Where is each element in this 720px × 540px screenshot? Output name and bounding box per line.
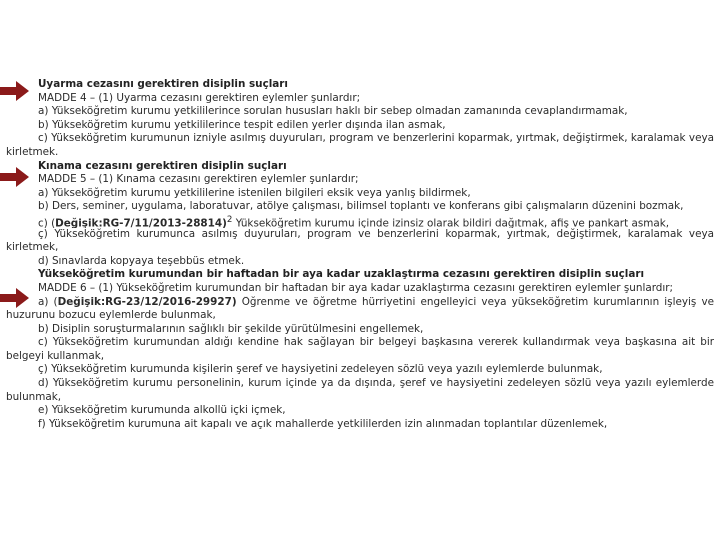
article-4-title: MADDE 4 – (1) Uyarma cezasını gerektiren eylemler şunlardır; <box>38 91 361 104</box>
section-heading-kinama: Kınama cezasını gerektiren disiplin suçları <box>38 159 287 172</box>
section-heading-uzaklastirma: Yükseköğretim kurumundan bir haftadan bir aya kadar uzaklaştırma cezasını gerektiren disiplin suçları <box>38 268 645 281</box>
article-4-item-a: a) Yükseköğretim kurumu yetkililerince sorulan hususları haklı bir sebep olmadan zamanında cevaplandırmamak, <box>38 105 628 118</box>
item-label: c) ( <box>38 217 56 228</box>
article-5-title: MADDE 5 – (1) Kınama cezasını gerektiren eylemler şunlardır; <box>38 173 359 186</box>
item-text: Yükseköğretim kurumu içinde izinsiz olarak bildiri dağıtmak, afiş ve pankart asmak, <box>232 217 670 228</box>
item-text: Öğrenme ve öğretme hürriyetini engelleyici veya yükseköğretim kurumlarının işleyiş ve <box>236 295 714 308</box>
article-6-item-cc: ç) Yükseköğretim kurumunda kişilerin şeref ve haysiyetini zedeleyen sözlü veya yazılı eylemlerde bulunmak, <box>38 363 603 376</box>
article-6-item-d: d) Yükseköğretim kurumu personelinin, kurum içinde ya da dışında, şeref ve haysiyetini zedeleyen sözlü veya yazılı eylemlerde <box>38 377 714 390</box>
item-label: a) ( <box>38 295 58 308</box>
regulation-text <box>6 78 714 431</box>
article-5-item-a: a) Yükseköğretim kurumu yetkililerine istenilen bilgileri eksik veya yanlış bildirmek, <box>38 186 471 199</box>
amendment-reference: Değişik:RG-7/11/2013-28814) <box>55 217 227 228</box>
bottom-fade <box>0 455 720 467</box>
amendment-reference: Değişik:RG-23/12/2016-29927) <box>57 295 237 308</box>
article-5-item-d: d) Sınavlarda kopyaya teşebbüs etmek. <box>38 254 245 267</box>
article-5-item-c <box>6 214 714 228</box>
article-6-item-e: e) Yükseköğretim kurumunda alkollü içki içmek, <box>38 404 286 417</box>
article-6-title: MADDE 6 – (1) Yükseköğretim kurumundan bir haftadan bir aya kadar uzaklaştırma cezasını gerektiren eylemler şunlardır; <box>38 281 674 294</box>
article-4-item-b: b) Yükseköğretim kurumu yetkililerince tespit edilen yerler dışında ilan asmak, <box>38 118 446 131</box>
article-6-item-f: f) Yükseköğretim kurumuna ait kapalı ve açık mahallerde yetkililerden izin alınmadan toplantılar düzenlemek, <box>38 417 608 430</box>
article-4-item-c: c) Yükseköğretim kurumunun izniyle asılmış duyuruları, program ve benzerlerini koparmak, yırtmak, değiştirmek, karalamak veya <box>38 132 714 145</box>
section-heading-uyarma: Uyarma cezasını gerektiren disiplin suçları <box>38 78 288 90</box>
footnote-marker: 2 <box>226 214 233 225</box>
article-4-item-c-cont: kirletmek. <box>6 145 59 158</box>
article-6-item-c: c) Yükseköğretim kurumundan aldığı kendine hak sağlayan bir belgeyi başkasına vererek kullandırmak veya başkasına ait bir <box>38 336 714 349</box>
article-6-item-b: b) Disiplin soruşturmalarının sağlıklı bir şekilde yürütülmesini engellemek, <box>38 322 424 335</box>
article-5-item-b: b) Ders, seminer, uygulama, laboratuvar, atölye çalışması, bilimsel toplantı ve konferans gibi çalışmaların düzenini bozmak, <box>38 200 684 213</box>
article-6-item-a <box>6 296 714 310</box>
article-5-item-cc: ç) Yükseköğretim kurumunca asılmış duyuruları, program ve benzerlerini koparmak, yırtmak, değiştirmek, karalamak veya <box>38 227 714 240</box>
article-6-item-a-cont: huzurunu bozucu eylemlerde bulunmak, <box>6 309 216 322</box>
article-5-item-cc-cont: kirletmek, <box>6 241 59 254</box>
article-6-item-d-cont: bulunmak, <box>6 390 62 403</box>
article-6-item-c-cont: belgeyi kullanmak, <box>6 349 105 362</box>
